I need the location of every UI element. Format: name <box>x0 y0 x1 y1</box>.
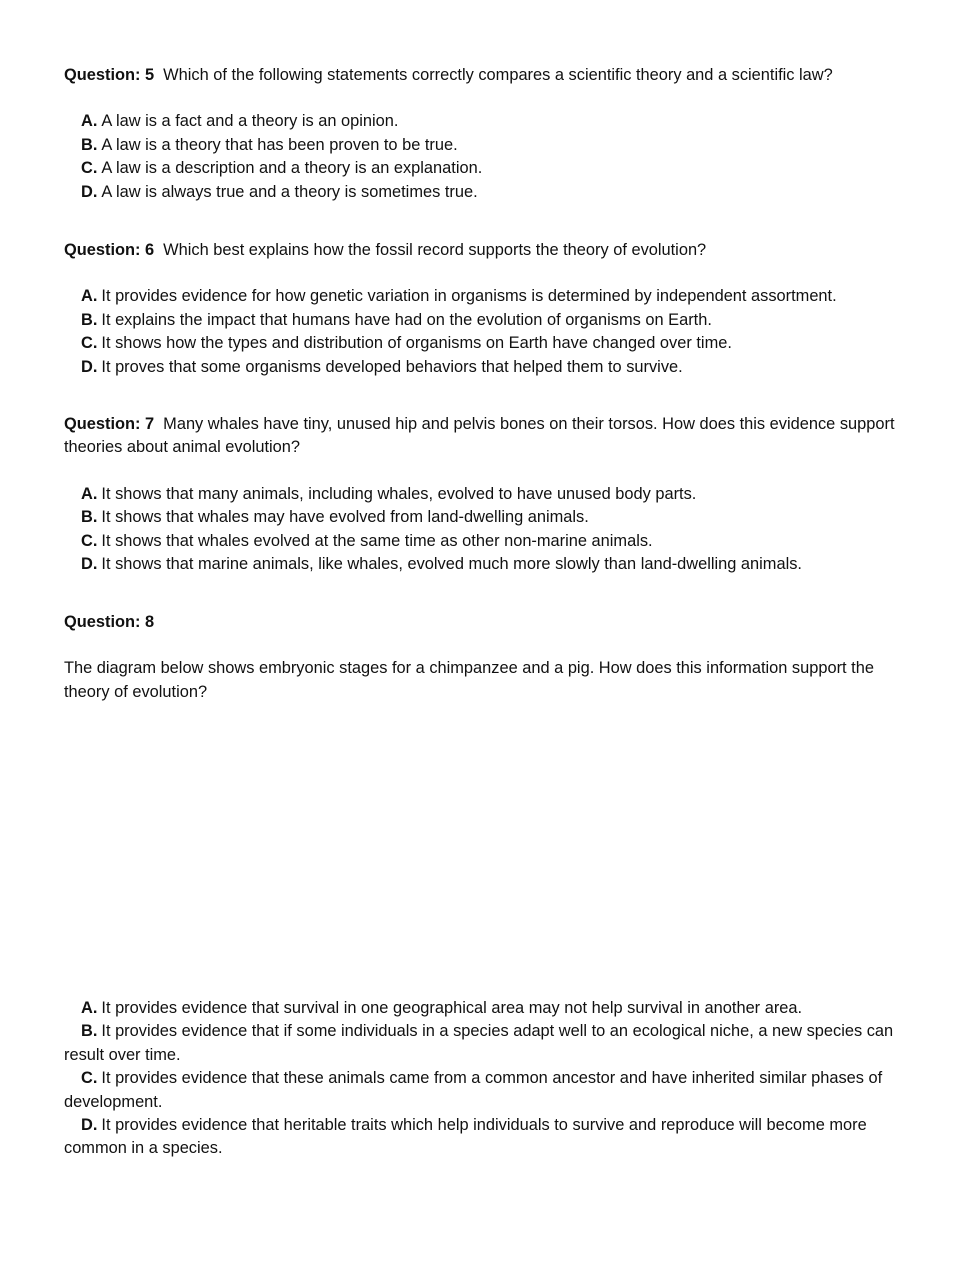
option-letter: A. <box>81 484 98 503</box>
answer-option-d[interactable] <box>64 181 924 204</box>
question-6-stem <box>64 239 924 262</box>
question-6 <box>64 239 924 379</box>
option-text: A law is a description and a theory is an explanation. <box>101 159 483 178</box>
option-text: It proves that some organisms developed behaviors that helped them to survive. <box>101 357 683 376</box>
answer-option-c[interactable] <box>64 530 924 553</box>
answer-option-c[interactable] <box>64 1067 924 1114</box>
question-text: The diagram below shows embryonic stages for a chimpanzee and a pig. How does this information support the theory of evolution? <box>64 659 874 701</box>
option-text: A law is a theory that has been proven to be true. <box>101 135 458 154</box>
option-text: A law is always true and a theory is sometimes true. <box>101 182 478 201</box>
answer-options <box>64 285 924 379</box>
option-letter: A. <box>81 999 98 1017</box>
question-8 <box>64 611 924 704</box>
option-text: It explains the impact that humans have had on the evolution of organisms on Earth. <box>101 310 712 329</box>
answer-options <box>64 483 924 577</box>
option-letter: B. <box>81 310 98 329</box>
option-text: It shows that whales evolved at the same time as other non-marine animals. <box>101 531 653 550</box>
answer-option-c[interactable] <box>64 332 924 355</box>
answer-option-d[interactable] <box>64 553 924 576</box>
option-letter: C. <box>81 1069 98 1088</box>
question-5 <box>64 64 924 204</box>
option-text: It provides evidence that these animals came from a common ancestor and have inherited similar phases of development. <box>64 1069 883 1111</box>
embryo-diagram-area <box>64 720 910 990</box>
question-number: Question: 5 <box>64 66 155 84</box>
question-8-options <box>64 997 924 1161</box>
option-text: A law is a fact and a theory is an opinion. <box>101 112 399 131</box>
answer-option-b[interactable] <box>64 134 924 157</box>
option-text: It provides evidence that survival in one geographical area may not help survival in another area. <box>101 999 803 1017</box>
answer-options <box>64 997 924 1161</box>
answer-options <box>64 110 924 204</box>
answer-option-d[interactable] <box>64 356 924 379</box>
option-letter: B. <box>81 1022 98 1041</box>
answer-option-a[interactable] <box>64 110 924 133</box>
option-letter: B. <box>81 508 98 527</box>
question-text: Which best explains how the fossil record supports the theory of evolution? <box>163 241 707 259</box>
option-text: It shows that many animals, including whales, evolved to have unused body parts. <box>101 484 697 503</box>
option-text: It shows that whales may have evolved from land-dwelling animals. <box>101 508 589 527</box>
question-7-stem <box>64 413 924 460</box>
question-text: Which of the following statements correctly compares a scientific theory and a scientific law? <box>163 66 833 84</box>
answer-option-b[interactable] <box>64 309 924 332</box>
answer-option-a[interactable] <box>64 285 924 308</box>
option-text: It shows that marine animals, like whales, evolved much more slowly than land-dwelling animals. <box>101 555 802 574</box>
question-number: Question: 6 <box>64 241 155 259</box>
question-text: Many whales have tiny, unused hip and pelvis bones on their torsos. How does this evidence support theories about animal evolution? <box>64 415 895 457</box>
answer-option-b[interactable] <box>64 506 924 529</box>
question-5-stem <box>64 64 924 87</box>
answer-option-c[interactable] <box>64 157 924 180</box>
option-letter: D. <box>81 182 98 201</box>
option-letter: D. <box>81 357 98 376</box>
option-letter: A. <box>81 112 98 131</box>
question-8-number <box>64 611 924 634</box>
option-letter: C. <box>81 334 98 353</box>
option-text: It shows how the types and distribution of organisms on Earth have changed over time. <box>101 334 732 353</box>
option-letter: C. <box>81 531 98 550</box>
question-number: Question: 7 <box>64 415 155 433</box>
answer-option-b[interactable] <box>64 1020 924 1067</box>
option-letter: B. <box>81 135 98 154</box>
option-letter: C. <box>81 159 98 178</box>
answer-option-a[interactable] <box>64 483 924 506</box>
option-letter: D. <box>81 1116 98 1135</box>
option-text: It provides evidence for how genetic variation in organisms is determined by independent assortment. <box>101 287 837 306</box>
answer-option-d[interactable] <box>64 1114 924 1161</box>
answer-option-a[interactable] <box>64 997 924 1020</box>
option-letter: D. <box>81 555 98 574</box>
question-7 <box>64 413 924 576</box>
option-text: It provides evidence that heritable traits which help individuals to survive and reproduce will become more common in a species. <box>64 1116 867 1158</box>
option-letter: A. <box>81 287 98 306</box>
question-number: Question: 8 <box>64 613 155 631</box>
option-text: It provides evidence that if some individuals in a species adapt well to an ecological niche, a new species can result over time. <box>64 1022 894 1064</box>
